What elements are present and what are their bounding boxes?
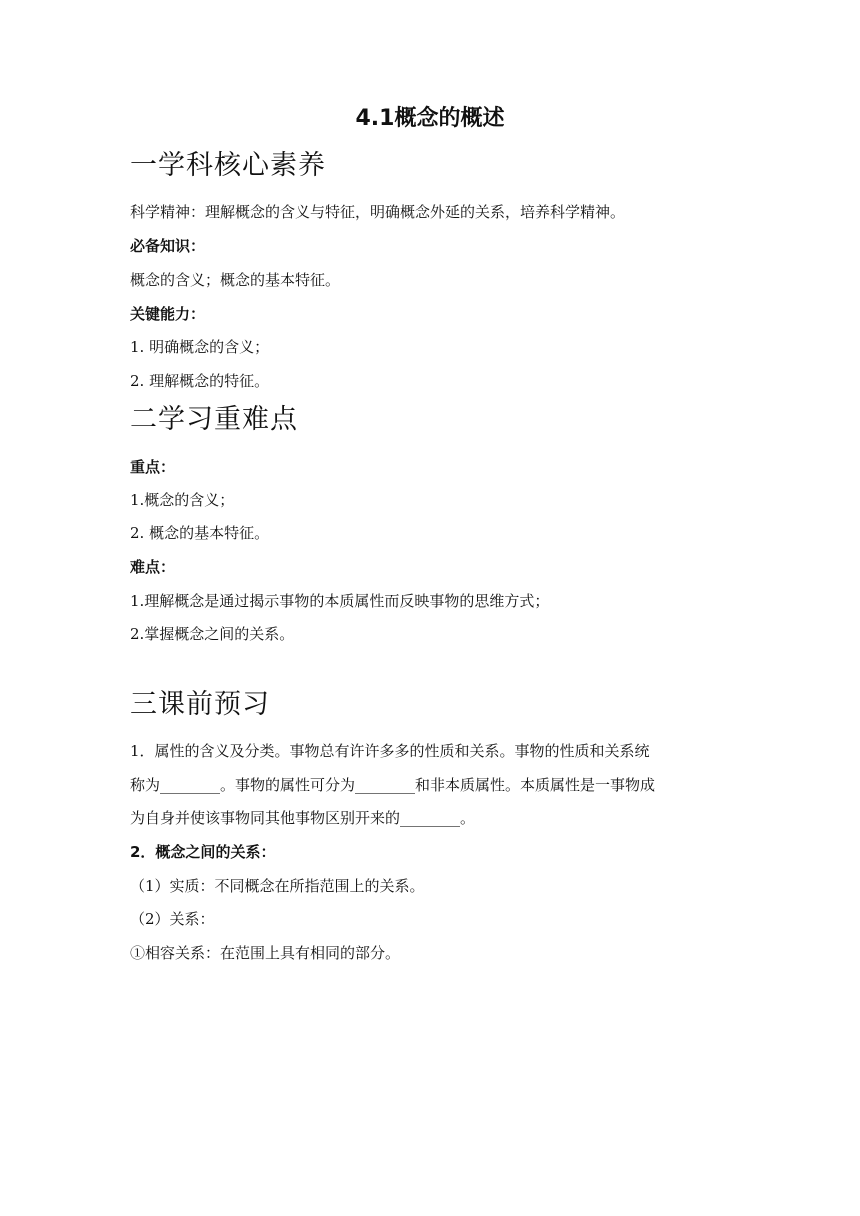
question-1-line-2: 称为________。事物的属性可分为________和非本质属性。本质属性是一事物成 xyxy=(130,776,656,794)
question-1-line-1: 1．属性的含义及分类。事物总有许许多多的性质和关系。事物的性质和关系统 xyxy=(130,742,650,760)
ability-item-1: 1. 明确概念的含义； xyxy=(130,338,270,356)
section-heading-core-literacy: 一学科核心素养 xyxy=(130,150,326,181)
paragraph-science-spirit: 科学精神：理解概念的含义与特征，明确概念外延的关系，培养科学精神。 xyxy=(130,203,626,221)
document-title: 4.1概念的概述 xyxy=(355,106,505,131)
question-2-item-3: ①相容关系：在范围上具有相同的部分。 xyxy=(130,944,401,962)
knowledge-label: 必备知识： xyxy=(130,237,206,255)
question-2-item-2: （2）关系： xyxy=(130,910,215,928)
key-point-2: 2. 概念的基本特征。 xyxy=(130,524,270,542)
section-heading-preview: 三课前预习 xyxy=(130,689,270,720)
knowledge-text: 概念的含义；概念的基本特征。 xyxy=(130,271,341,289)
key-points-label: 重点： xyxy=(130,458,176,476)
section-heading-key-points: 二学习重难点 xyxy=(130,404,298,435)
question-1-line-3: 为自身并使该事物同其他事物区别开来的________。 xyxy=(130,809,476,827)
key-point-1: 1.概念的含义； xyxy=(130,491,235,509)
ability-label: 关键能力： xyxy=(130,305,206,323)
difficulty-label: 难点： xyxy=(130,558,176,576)
question-2-item-1: （1）实质：不同概念在所指范围上的关系。 xyxy=(130,877,425,895)
difficulty-1: 1.理解概念是通过揭示事物的本质属性而反映事物的思维方式； xyxy=(130,592,550,610)
difficulty-2: 2.掌握概念之间的关系。 xyxy=(130,625,295,643)
ability-item-2: 2. 理解概念的特征。 xyxy=(130,372,270,390)
question-2-label: 2．概念之间的关系： xyxy=(130,843,276,861)
